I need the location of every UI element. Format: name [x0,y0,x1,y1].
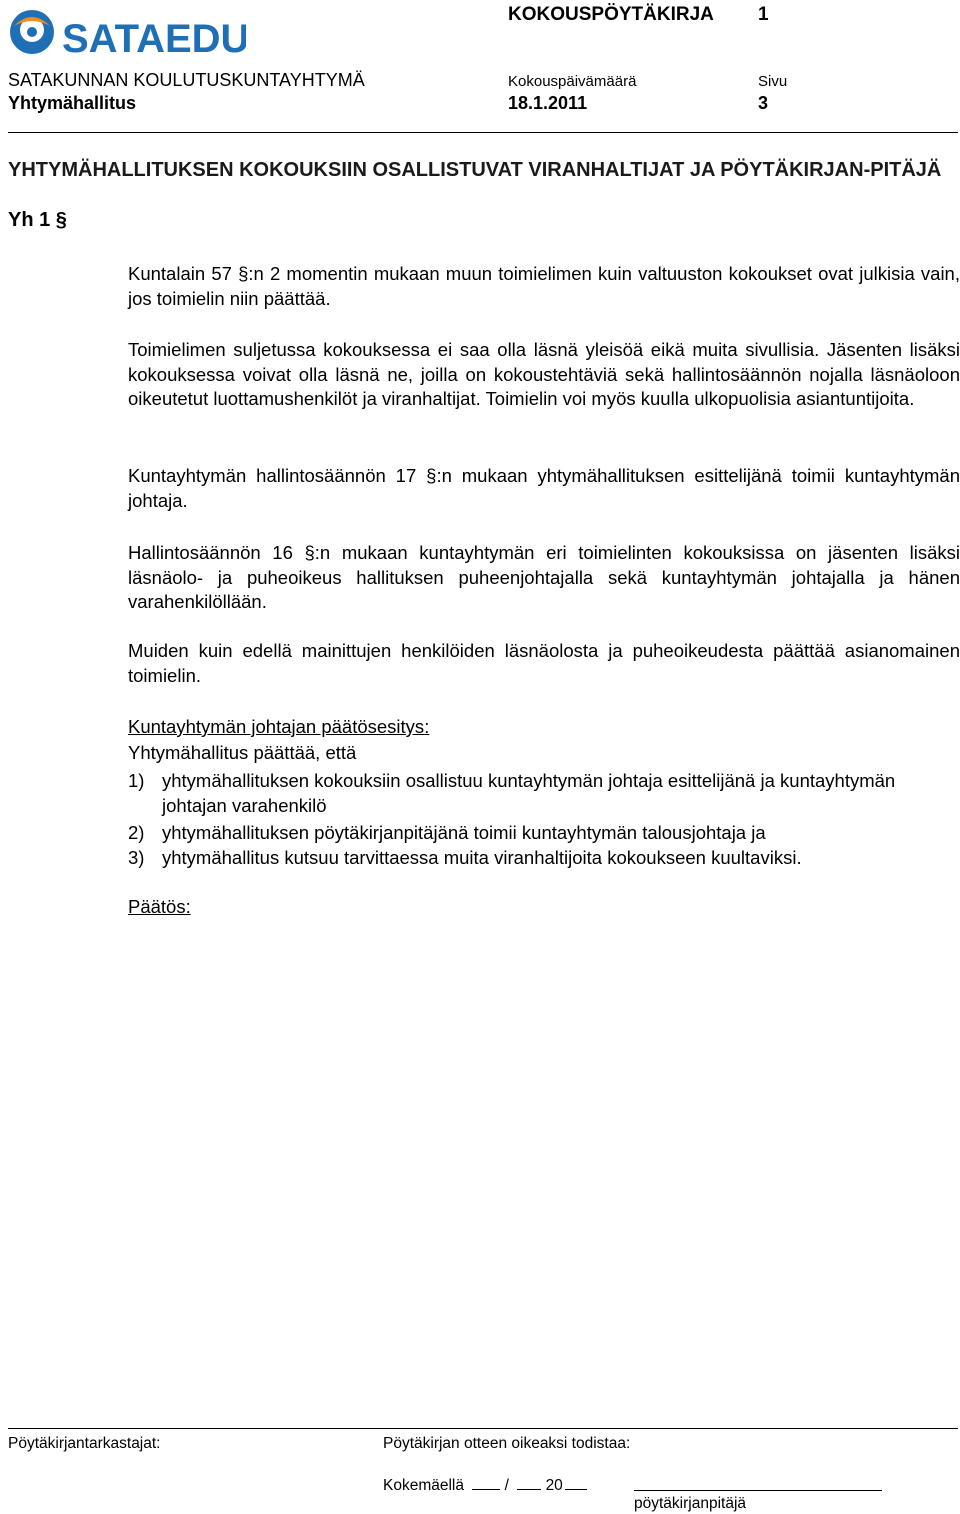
proposal-label: Kuntayhtymän johtajan päätösesitys [128,716,425,737]
place-name: Kokemäellä [383,1477,464,1494]
header-divider [8,132,958,133]
paragraph-4: Hallintosäännön 16 §:n mukaan kuntayhtymän eri toimielinten kokouksissa on jäsenten lisäksi läsnäolo- ja puheoikeus hallituksen puheenjohtajalla sekä kuntayhtymän johtajalla ja hänen varahenkilöllään. [128,542,960,612]
decision-label: Päätös: [128,896,191,917]
board-name: Yhtymähallitus [8,93,137,113]
year-blank [565,1475,587,1490]
section-heading: YHTYMÄHALLITUKSEN KOKOUKSIIN OSALLISTUVAT VIRANHALTIJAT JA PÖYTÄKIRJAN-PITÄJÄ [8,159,942,181]
paragraph-5: Muiden kuin edellä mainittujen henkilöiden läsnäolosta ja puheoikeudesta päättää asianomainen toimielin. [128,640,960,686]
signature-line [634,1490,882,1491]
proposal-item-text: yhtymähallitus kutsuu tarvittaessa muita viranhaltijoita kokoukseen kuultaviksi. [162,847,802,868]
meeting-date: 18.1.2011 [508,93,588,113]
month-blank [517,1475,541,1490]
date-slash: / [504,1477,509,1494]
sataedu-logo [6,4,246,60]
year-prefix: 20 [545,1477,563,1494]
secretary-label: pöytäkirjanpitäjä [634,1495,747,1512]
proposal-item-text: yhtymähallituksen pöytäkirjanpitäjänä toimii kuntayhtymän talousjohtaja ja [162,822,766,843]
certified-label: Pöytäkirjan otteen oikeaksi todistaa: [383,1435,631,1452]
logo-emblem-dot [27,27,37,37]
proposal-item-number: 2) [128,822,145,843]
proposal-heading [128,716,429,738]
paragraph-3: Kuntayhtymän hallintosäännön 17 §:n mukaan yhtymähallituksen esittelijänä toimii kuntayhtymän johtaja. [128,465,960,511]
logo-text: SATAEDU [62,17,246,60]
proposal-colon: : [424,716,430,737]
inspectors-label: Pöytäkirjantarkastajat: [8,1435,161,1452]
document-type: KOKOUSPÖYTÄKIRJA [508,4,714,25]
logo-graphic [6,4,246,60]
proposal-item-number: 1) [128,770,145,791]
document-number: 1 [758,4,769,25]
paragraph-2: Toimielimen suljetussa kokouksessa ei saa olla läsnä yleisöä eikä muita sivullisia. Jäsenten lisäksi kokouksessa voivat olla läsnä ne, joilla on kokoustehtäviä sekä hallintosäännön nojalla läsnäoloon oikeutetut luottamushenkilöt ja viranhaltijat. Toimielin voi myös kuulla ulkopuolisia asiantuntijoita. [128,339,960,409]
organization-name: SATAKUNNAN KOULUTUSKUNTAYHTYMÄ [8,70,365,90]
page-number: 3 [758,93,769,113]
footer-divider [8,1428,958,1429]
section-number: Yh 1 § [8,209,67,231]
signature-place-date [383,1475,587,1495]
page-label: Sivu [758,73,788,90]
meeting-date-label: Kokouspäivämäärä [508,73,637,90]
proposal-intro: Yhtymähallitus päättää, että [128,742,357,763]
paragraph-1: Kuntalain 57 §:n 2 momentin mukaan muun toimielimen kuin valtuuston kokoukset ovat julkisia vain, jos toimielin niin päättää. [128,263,960,309]
proposal-item-number: 3) [128,847,145,868]
proposal-item-text: yhtymähallituksen kokouksiin osallistuu kuntayhtymän johtaja esittelijänä ja kuntayhtymän johtajan varahenkilö [162,770,896,816]
day-blank [472,1475,500,1490]
